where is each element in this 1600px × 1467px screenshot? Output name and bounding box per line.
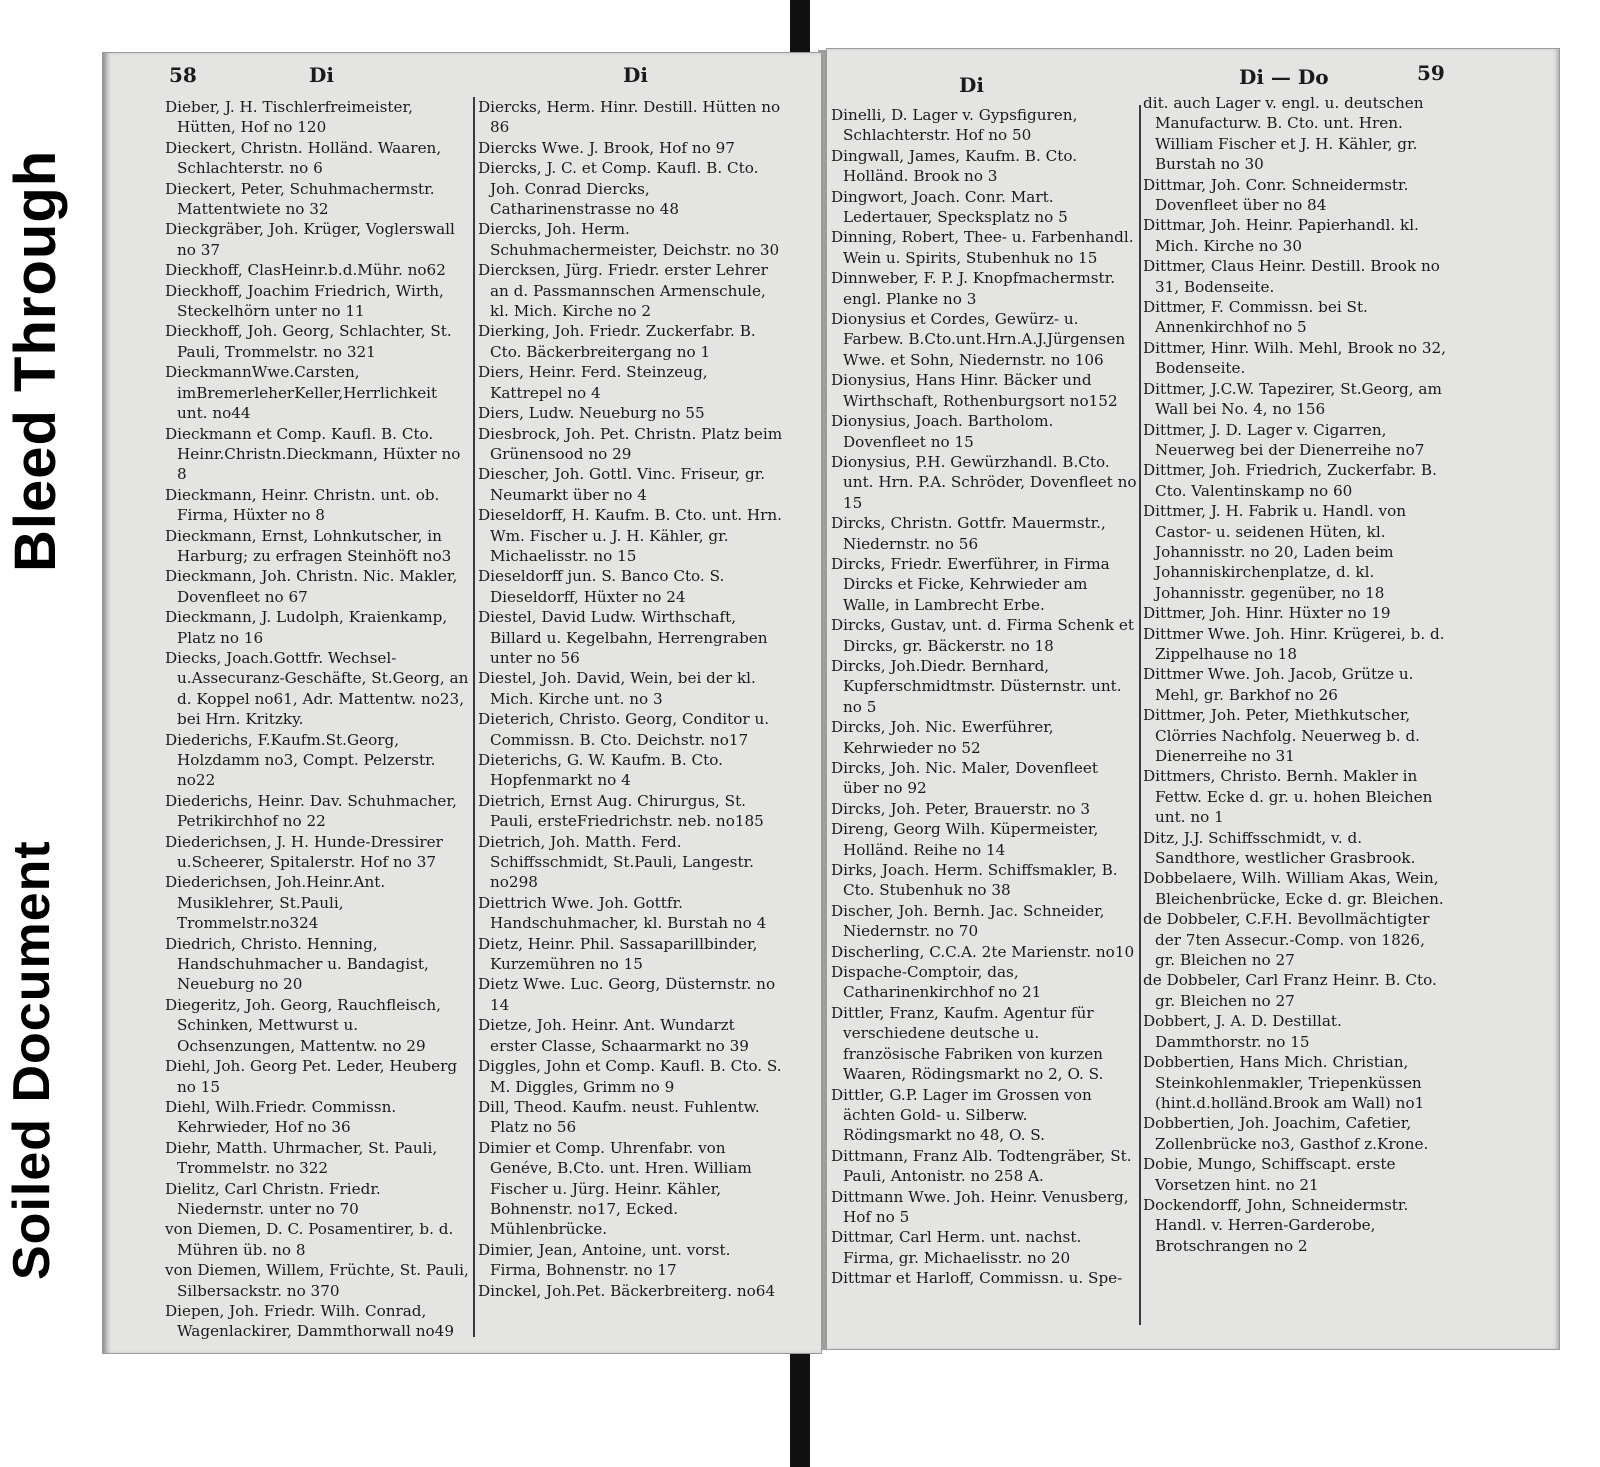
directory-entry: Diggles, John et Comp. Kaufl. B. Cto. S. M. Diggles, Grimm no 9: [478, 1057, 782, 1096]
directory-entry: Dieckert, Peter, Schuhmachermstr. Mattentwiete no 32: [165, 179, 435, 219]
directory-entry: Dietze, Joh. Heinr. Ant. Wundarzt erster Classe, Schaarmarkt no 39: [478, 1016, 749, 1055]
directory-entry: Dittmar, Joh. Heinr. Papierhandl. kl. Mich. Kirche no 30: [1143, 216, 1419, 255]
directory-entry: Dobbertien, Hans Mich. Christian, Steinkohlenmakler, Triepenküssen (hint.d.holländ.Brook am Wall) no1: [1143, 1053, 1425, 1112]
directory-entry: Diescher, Joh. Gottl. Vinc. Friseur, gr. Neumarkt über no 4: [478, 465, 766, 504]
directory-entry: Dittmer, J. H. Fabrik u. Handl. von Castor- u. seidenen Hüten, kl. Johannisstr. no 20, Laden beim Johanniskirchenplatze, d. kl. Johannisstr. gegenüber, no 18: [1143, 502, 1407, 602]
directory-entry: Dietz, Heinr. Phil. Sassaparillbinder, Kurzemühren no 15: [478, 934, 758, 974]
directory-entry: Dittmers, Christo. Bernh. Makler in Fettw. Ecke d. gr. u. hohen Bleichen unt. no 1: [1143, 767, 1433, 827]
directory-entry: Dircks, Friedr. Ewerführer, in Firma Dircks et Ficke, Kehrwieder am Walle, in Lambrecht Erbe.: [831, 554, 1110, 614]
directory-entry: Dittmer, Joh. Hinr. Hüxter no 19: [1143, 604, 1391, 623]
directory-entry: Dittmer Wwe. Joh. Hinr. Krügerei, b. d. Zippelhause no 18: [1143, 624, 1445, 663]
directory-entry: Dieseldorff jun. S. Banco Cto. S. Dieseldorff, Hüxter no 24: [478, 567, 725, 606]
directory-entry: Dittmer, Hinr. Wilh. Mehl, Brook no 32, Bodenseite.: [1143, 338, 1446, 378]
directory-entry: Dill, Theod. Kaufm. neust. Fuhlentw. Platz no 56: [478, 1097, 760, 1137]
directory-entry: Diederichsen, Joh.Heinr.Ant. Musiklehrer, St.Pauli, Trommelstr.no324: [165, 873, 386, 933]
directory-entry: Diestel, Joh. David, Wein, bei der kl. Mich. Kirche unt. no 3: [478, 669, 756, 708]
bleed-through-label: Bleed Through: [3, 149, 68, 572]
page-number-right: 59: [1417, 61, 1445, 85]
directory-entry: Dieckmann et Comp. Kaufl. B. Cto. Heinr.Christn.Dieckmann, Hüxter no 8: [165, 424, 461, 484]
directory-entry: Dieterich, Christo. Georg, Conditor u. Commissn. B. Cto. Deichstr. no17: [478, 710, 770, 749]
directory-entry: Diedrich, Christo. Henning, Handschuhmacher u. Bandagist, Neueburg no 20: [165, 934, 429, 994]
directory-entry: Dieterichs, G. W. Kaufm. B. Cto. Hopfenmarkt no 4: [478, 751, 723, 790]
directory-entry: Dionysius, Hans Hinr. Bäcker und Wirthschaft, Rothenburgsort no152: [831, 371, 1118, 410]
directory-entry: Dimier, Jean, Antoine, unt. vorst. Firma, Bohnenstr. no 17: [478, 1240, 731, 1280]
directory-entry: Dionysius, Joach. Bartholom. Dovenfleet no 15: [831, 412, 1054, 451]
directory-entry: Dietz Wwe. Luc. Georg, Düsternstr. no 14: [478, 975, 776, 1014]
directory-entry: DieckmannWwe.Carsten, imBremerleherKeller,Herrlichkeit unt. no44: [165, 363, 438, 423]
directory-entry: de Dobbeler, C.F.H. Bevollmächtigter der 7ten Assecur.-Comp. von 1826, gr. Bleichen no 27: [1143, 910, 1430, 970]
directory-entry: Dittmann, Franz Alb. Todtengräber, St. Pauli, Antonistr. no 258 A.: [831, 1146, 1132, 1186]
directory-entry: Dobbelaere, Wilh. William Akas, Wein, Bleichenbrücke, Ecke d. gr. Bleichen.: [1143, 869, 1444, 908]
column-divider: [1139, 105, 1141, 1325]
directory-entry: Dinelli, D. Lager v. Gypsfiguren, Schlachterstr. Hof no 50: [831, 106, 1078, 145]
directory-entry: Dircks, Joh. Nic. Ewerführer, Kehrwieder no 52: [831, 718, 1054, 757]
directory-entry: Dinning, Robert, Thee- u. Farbenhandl. Wein u. Spirits, Stubenhuk no 15: [831, 228, 1134, 267]
directory-entry: Dittmar et Harloff, Commissn. u. Spe-: [831, 1269, 1123, 1288]
binding-strip-top: [790, 0, 810, 52]
directory-entry: Dieckert, Christn. Holländ. Waaren, Schlachterstr. no 6: [165, 138, 442, 178]
directory-entry: Dittmer Wwe. Joh. Jacob, Grütze u. Mehl, gr. Barkhof no 26: [1143, 665, 1414, 704]
left-page: [102, 52, 822, 1354]
directory-entry: Dieckgräber, Joh. Krüger, Voglerswall no 37: [165, 220, 455, 259]
directory-entry: Diercksen, Jürg. Friedr. erster Lehrer an d. Passmannschen Armenschule, kl. Mich. Kirche no 2: [478, 261, 768, 321]
directory-entry: Dieckmann, Ernst, Lohnkutscher, in Harburg; zu erfragen Steinhöft no3: [165, 526, 452, 565]
directory-entry: Diercks, Joh. Herm. Schuhmachermeister, Deichstr. no 30: [478, 220, 780, 259]
directory-entry: Diederichs, Heinr. Dav. Schuhmacher, Petrikirchhof no 22: [165, 791, 457, 831]
directory-entry: Diehl, Wilh.Friedr. Commissn. Kehrwieder, Hof no 36: [165, 1097, 397, 1137]
directory-entry: Dieckhoff, Joachim Friedrich, Wirth, Steckelhörn unter no 11: [165, 281, 444, 321]
directory-entry: Dittmer, F. Commissn. bei St. Annenkirchhof no 5: [1143, 298, 1368, 337]
directory-entry: Dielitz, Carl Christn. Friedr. Niedernstr. unter no 70: [165, 1179, 381, 1218]
directory-entry: Dionysius, P.H. Gewürzhandl. B.Cto. unt. Hrn. P.A. Schröder, Dovenfleet no 15: [831, 452, 1137, 512]
directory-entry: Direng, Georg Wilh. Küpermeister, Holländ. Reihe no 14: [831, 820, 1099, 859]
directory-entry: Dircks, Joh.Diedr. Bernhard, Kupferschmidtmstr. Düsternstr. unt. no 5: [831, 656, 1122, 716]
directory-entry: Dingwall, James, Kaufm. B. Cto. Holländ. Brook no 3: [831, 146, 1078, 186]
directory-entry: Dittmer, J. D. Lager v. Cigarren, Neuerweg bei der Dienerreihe no7: [1143, 420, 1425, 459]
directory-entry: Diegeritz, Joh. Georg, Rauchfleisch, Schinken, Mettwurst u. Ochsenzungen, Mattentw. no 29: [165, 995, 441, 1055]
directory-entry: Dittmann Wwe. Joh. Heinr. Venusberg, Hof no 5: [831, 1187, 1129, 1226]
directory-entry: Discher, Joh. Bernh. Jac. Schneider, Niedernstr. no 70: [831, 901, 1105, 941]
directory-entry: Diederichs, F.Kaufm.St.Georg, Holzdamm no3, Compt. Pelzerstr. no22: [165, 730, 436, 790]
directory-entry: Dircks, Joh. Nic. Maler, Dovenfleet über no 92: [831, 759, 1099, 798]
directory-entry: Dieber, J. H. Tischlerfreimeister, Hütten, Hof no 120: [165, 98, 413, 137]
directory-entry: Dispache-Comptoir, das, Catharinenkirchhof no 21: [831, 963, 1042, 1002]
directory-entry: Diercks Wwe. J. Brook, Hof no 97: [478, 138, 735, 157]
right-page: [826, 48, 1560, 1350]
right-page-column-1: [831, 105, 1137, 1345]
directory-entry: Dieckmann, Heinr. Christn. unt. ob. Firma, Hüxter no 8: [165, 485, 440, 525]
directory-entry: Dionysius et Cordes, Gewürz- u. Farbew. B.Cto.unt.Hrn.A.J.Jürgensen Wwe. et Sohn, Niedernstr. no 106: [831, 310, 1126, 369]
directory-entry: Diercks, Herm. Hinr. Destill. Hütten no 86: [478, 98, 781, 137]
directory-entry: Diesbrock, Joh. Pet. Christn. Platz beim Grünensood no 29: [478, 424, 783, 463]
left-page-column-1: [165, 97, 471, 1347]
directory-entry: Dittmer, J.C.W. Tapezirer, St.Georg, am Wall bei No. 4, no 156: [1143, 379, 1442, 419]
directory-entry: Diestel, David Ludw. Wirthschaft, Billard u. Kegelbahn, Herrengraben unter no 56: [478, 608, 768, 667]
directory-entry: Diers, Ludw. Neueburg no 55: [478, 404, 705, 423]
bleed-through-band: [0, 92, 98, 612]
directory-entry: Dieckhoff, ClasHeinr.b.d.Mühr. no62: [165, 261, 446, 280]
directory-entry: Dittmer, Joh. Friedrich, Zuckerfabr. B. Cto. Valentinskamp no 60: [1143, 461, 1437, 500]
directory-entry: Dockendorff, John, Schneidermstr. Handl. v. Herren-Garderobe, Brotschrangen no 2: [1143, 1195, 1409, 1255]
directory-entry: Discherling, C.C.A. 2te Marienstr. no10: [831, 942, 1135, 961]
directory-entry: von Diemen, Willem, Früchte, St. Pauli, Silbersackstr. no 370: [165, 1261, 469, 1300]
directory-entry: Dierking, Joh. Friedr. Zuckerfabr. B. Cto. Bäckerbreitergang no 1: [478, 322, 756, 361]
directory-entry: Dietrich, Ernst Aug. Chirurgus, St. Pauli, ersteFriedrichstr. neb. no185: [478, 791, 764, 831]
right-page-header-left: Di: [959, 73, 984, 97]
soiled-document-band: [0, 770, 98, 1310]
directory-entry: Dittmer, Claus Heinr. Destill. Brook no 31, Bodenseite.: [1143, 257, 1440, 296]
directory-entry: Diederichsen, J. H. Hunde-Dressirer u.Scheerer, Spitalerstr. Hof no 37: [165, 832, 443, 872]
directory-entry: Ditz, J.J. Schiffsschmidt, v. d. Sandthore, westlicher Grasbrook.: [1143, 828, 1416, 868]
page-number-left: 58: [169, 63, 197, 87]
directory-entry: de Dobbeler, Carl Franz Heinr. B. Cto. gr. Bleichen no 27: [1143, 971, 1437, 1010]
directory-entry: Dieckhoff, Joh. Georg, Schlachter, St. Pauli, Trommelstr. no 321: [165, 322, 452, 361]
directory-entry: Dietrich, Joh. Matth. Ferd. Schiffsschmidt, St.Pauli, Langestr. no298: [478, 832, 754, 892]
directory-entry: Dircks, Gustav, unt. d. Firma Schenk et Dircks, gr. Bäckerstr. no 18: [831, 616, 1134, 655]
directory-entry: Dobbert, J. A. D. Destillat. Dammthorstr. no 15: [1143, 1012, 1342, 1051]
directory-entry: Dieseldorff, H. Kaufm. B. Cto. unt. Hrn. Wm. Fischer u. J. H. Kähler, gr. Michaelisstr. no 15: [478, 506, 782, 565]
directory-entry: Dieckmann, J. Ludolph, Kraienkamp, Platz no 16: [165, 608, 448, 647]
directory-entry: Dobie, Mungo, Schiffscapt. erste Vorsetzen hint. no 21: [1143, 1155, 1396, 1194]
left-page-column-2: [478, 97, 784, 1347]
directory-entry: von Diemen, D. C. Posamentirer, b. d. Mühren üb. no 8: [165, 1220, 454, 1259]
directory-entry: Diers, Heinr. Ferd. Steinzeug, Kattrepel no 4: [478, 363, 708, 402]
directory-entry: Dircks, Christn. Gottfr. Mauermstr., Niedernstr. no 56: [831, 514, 1106, 553]
right-page-header-right: Di — Do: [1239, 65, 1329, 89]
directory-entry: Dinnweber, F. P. J. Knopfmachermstr. engl. Planke no 3: [831, 269, 1116, 308]
directory-entry: Diepen, Joh. Friedr. Wilh. Conrad, Wagenlackirer, Dammthorwall no49: [165, 1301, 454, 1341]
directory-entry: Diecks, Joach.Gottfr. Wechsel-u.Assecuranz-Geschäfte, St.Georg, an d. Koppel no61, Adr. Mattentw. no23, bei Hrn. Kritzky.: [165, 648, 469, 729]
directory-entry: Dittmer, Joh. Peter, Miethkutscher, Clörries Nachfolg. Neuerweg b. d. Dienerreihe no 31: [1143, 706, 1421, 765]
right-page-column-2: [1143, 93, 1449, 1333]
directory-entry: dit. auch Lager v. engl. u. deutschen Manufacturw. B. Cto. unt. Hren. William Fischer et J. H. Kähler, gr. Burstah no 30: [1143, 94, 1424, 174]
directory-entry: Diettrich Wwe. Joh. Gottfr. Handschuhmacher, kl. Burstah no 4: [478, 893, 767, 933]
left-page-header-right: Di: [623, 63, 648, 87]
directory-entry: Dobbertien, Joh. Joachim, Cafetier, Zollenbrücke no3, Gasthof z.Krone.: [1143, 1114, 1429, 1153]
directory-entry: Diehl, Joh. Georg Pet. Leder, Heuberg no 15: [165, 1057, 458, 1096]
directory-entry: Dittmar, Joh. Conr. Schneidermstr. Dovenfleet über no 84: [1143, 175, 1409, 215]
directory-entry: Dimier et Comp. Uhrenfabr. von Genéve, B.Cto. unt. Hren. William Fischer u. Jürg. Heinr. Kähler, Bohnenstr. no17, Ecked. Mühlenbrücke.: [478, 1138, 752, 1239]
directory-entry: Dittler, Franz, Kaufm. Agentur für verschiedene deutsche u. französische Fabriken von kurzen Waaren, Rödingsmarkt no 2, O. S.: [831, 1003, 1104, 1084]
soiled-document-label: Soiled Document: [3, 840, 61, 1280]
directory-entry: Dingwort, Joach. Conr. Mart. Ledertauer, Specksplatz no 5: [831, 187, 1068, 227]
directory-entry: Diercks, J. C. et Comp. Kaufl. B. Cto. Joh. Conrad Diercks, Catharinenstrasse no 48: [478, 159, 759, 219]
left-page-header-left: Di: [309, 63, 334, 87]
directory-entry: Dittmar, Carl Herm. unt. nachst. Firma, gr. Michaelisstr. no 20: [831, 1228, 1082, 1267]
directory-entry: Diehr, Matth. Uhrmacher, St. Pauli, Trommelstr. no 322: [165, 1138, 438, 1178]
directory-entry: Dittler, G.P. Lager im Grossen von ächten Gold- u. Silberw. Rödingsmarkt no 48, O. S.: [831, 1085, 1092, 1145]
directory-entry: Dieckmann, Joh. Christn. Nic. Makler, Dovenfleet no 67: [165, 567, 458, 606]
directory-entry: Dinckel, Joh.Pet. Bäckerbreiterg. no64: [478, 1281, 776, 1300]
directory-entry: Dirks, Joach. Herm. Schiffsmakler, B. Cto. Stubenhuk no 38: [831, 861, 1118, 900]
column-divider: [473, 97, 475, 1337]
directory-entry: Dircks, Joh. Peter, Brauerstr. no 3: [831, 799, 1091, 818]
